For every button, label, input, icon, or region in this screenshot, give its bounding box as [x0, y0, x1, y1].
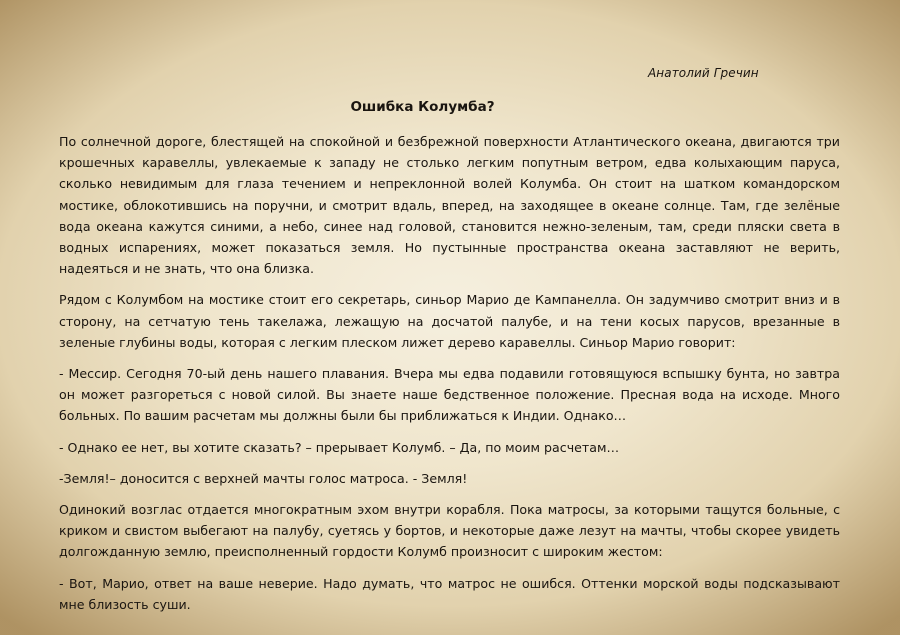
paragraph-2: Рядом с Колумбом на мостике стоит его секретарь, синьор Марио де Кампанелла. Он задумчиво смотрит вниз и в сторону, на сетчатую тень такелажа, лежащую на досчатой палубе, и на тени косых парусов, врезанные в зеленые глубины воды, которая с легким плеском лижет дерево каравеллы. Синьор Марио говорит:: [59, 292, 840, 350]
page-title: Ошибка Колумба?: [350, 99, 495, 115]
paragraph-6: Одинокий возглас отдается многократным эхом внутри корабля. Пока матросы, за которыми тащутся больные, с криком и свистом выбегают на палубу, суетясь у бортов, и некоторые даже лезут на мачты, чтобы скорее увидеть долгожданную землю, преисполненный гордости Колумб произносит с широким жестом:: [59, 502, 840, 560]
story-text: [59, 131, 840, 615]
paragraph-4: - Однако ее нет, вы хотите сказать? – прерывает Колумб. – Да, по моим расчетам…: [59, 439, 620, 455]
paragraph-3: - Мессир. Сегодня 70-ый день нашего плавания. Вчера мы едва подавили готовящуюся вспышку бунта, но завтра он может разгореться с новой силой. Вы знаете наше бедственное положение. Пресная вода на исходе. Много больных. По вашим расчетам мы должны были бы приближаться к Индии. Однако…: [59, 366, 840, 424]
paragraph-1: По солнечной дороге, блестящей на спокойной и безбрежной поверхности Атлантического океана, двигаются три крошечных каравеллы, увлекаемые к западу не столько легким попутным ветром, едва колыхающим паруса, сколько невидимым для глаза течением и непреклонной волей Колумба. Он стоит на шатком командорском мостике, облокотившись на поручни, и смотрит вдаль, вперед, на заходящее в океане солнце. Там, где зелёные вода океана кажутся синими, а небо, синее над головой, становится нежно-зеленым, там, среди пляски света в водных испарениях, может показаться земля. Но пустынные пространства океана заставляют не верить, надеяться и не знать, что она близка.: [59, 134, 840, 277]
author-name: Анатолий Гречин: [648, 66, 759, 80]
paragraph-5: -Земля!– доносится с верхней мачты голос матроса. - Земля!: [59, 470, 468, 486]
paragraph-7: - Вот, Марио, ответ на ваше неверие. Надо думать, что матрос не ошибся. Оттенки морской воды подсказывают мне близость суши.: [59, 575, 840, 612]
